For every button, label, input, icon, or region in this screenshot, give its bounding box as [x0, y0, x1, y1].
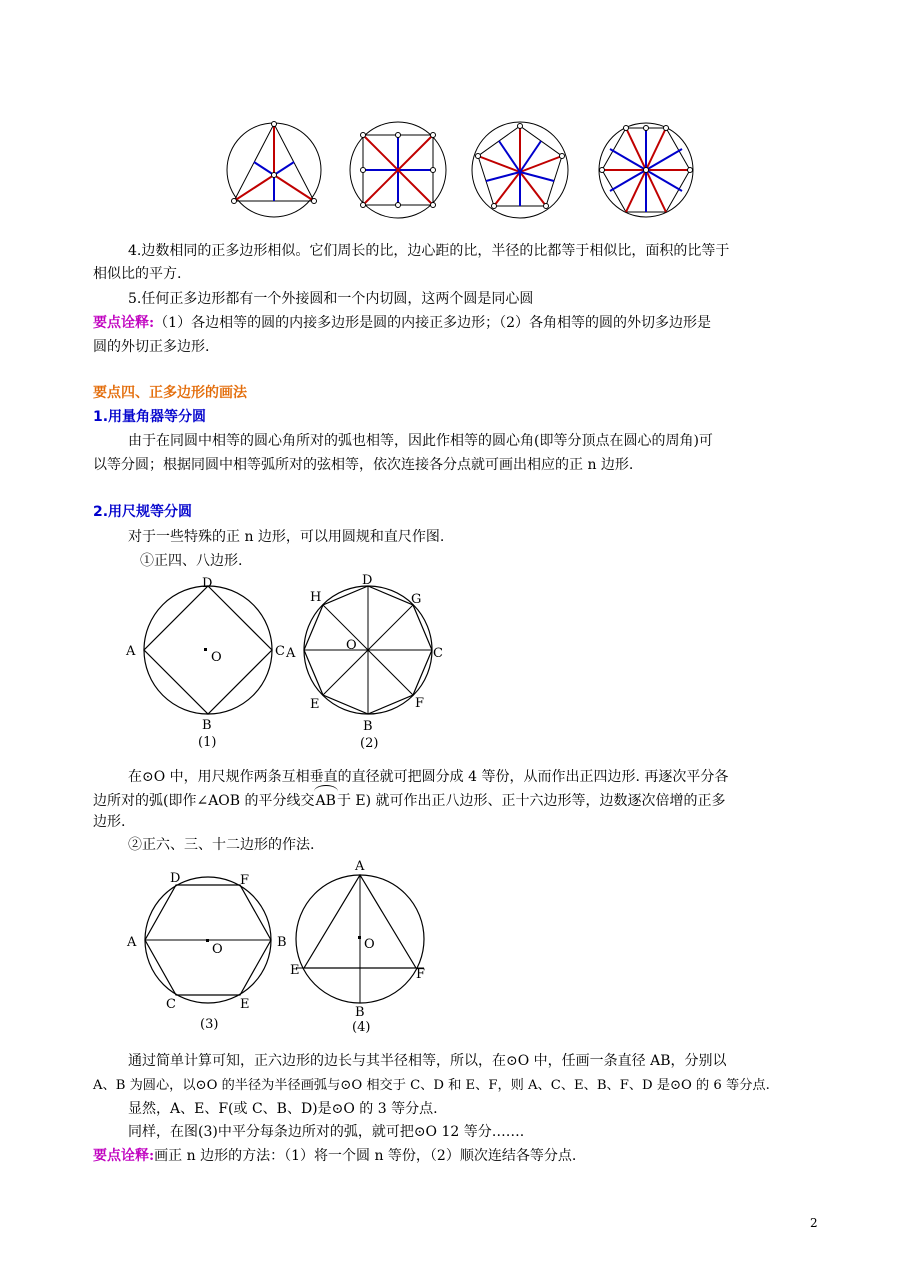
fig4-caption: (4) — [352, 1020, 371, 1035]
para-hex-line4: 同样，在图(3)中平分每条边所对的弧，就可把⊙O 12 等分……. — [128, 1124, 525, 1140]
fig1-label-a: A — [126, 644, 136, 659]
para-4-line2: 相似比的平方. — [93, 266, 182, 282]
item1: ①正四、八边形. — [140, 553, 243, 569]
fig4-label-f: F — [416, 967, 426, 982]
para-hex-line1: 通过简单计算可知，正六边形的边长与其半径相等，所以，在⊙O 中，任画一条直径 AB，分别以 — [128, 1053, 727, 1069]
sub2-line1: 对于一些特殊的正 n 边形，可以用圆规和直尺作图. — [128, 529, 445, 545]
sub1-line1: 由于在同圆中相等的圆心角所对的弧也相等，因此作相等的圆心角(即等分顶点在圆心的周角)可 — [128, 433, 713, 449]
fig1-label-o: O — [211, 650, 222, 665]
fig2-label-h: H — [310, 590, 322, 605]
triangle-figure — [227, 122, 321, 218]
note1-line2: 圆的外切正多边形. — [93, 339, 210, 355]
fig4-label-o: O — [364, 937, 375, 952]
fig4-label-e: E — [290, 963, 300, 978]
para-sq-line2: 边所对的弧(即作∠AOB 的平分线交 AB于 E) 就可作出正八边形、正十六边形等，边数逐次倍增的正多 — [93, 791, 726, 812]
para-hex-line3: 显然，A、E、F(或 C、B、D)是⊙O 的 3 等分点. — [128, 1101, 438, 1117]
para-sq-line1: 在⊙O 中，用尺规作两条互相垂直的直径就可把圆分成 4 等份，从而作出正四边形. 再逐次平分各 — [128, 769, 729, 785]
para-sq-line3: 边形. — [93, 814, 126, 830]
fig3-label-f: F — [240, 873, 250, 888]
figure-3 — [126, 871, 287, 1032]
fig2-label-a: A — [286, 646, 296, 661]
hexagon-figure — [599, 123, 693, 217]
figure-4 — [290, 859, 425, 1035]
note1-line1: 要点诠释:（1）各边相等的圆的内接多边形是圆的内接正多边形；（2）各角相等的圆的外切多边形是 — [93, 315, 711, 331]
fig3-label-o: O — [212, 942, 223, 957]
fig2-label-b: B — [363, 719, 373, 734]
fig2-caption: (2) — [360, 736, 379, 751]
page-number: 2 — [810, 1216, 818, 1230]
fig4-label-b: B — [355, 1005, 365, 1020]
sub2-title: 2.用尺规等分圆 — [93, 504, 193, 520]
sub1-line2: 以等分圆；根据同圆中相等弧所对的弦相等，依次连接各分点就可画出相应的正 n 边形. — [93, 457, 634, 473]
square-figure — [350, 122, 446, 218]
fig2-label-g: G — [411, 592, 422, 607]
figure-1 — [125, 576, 285, 750]
fig3-caption: (3) — [200, 1017, 219, 1032]
section4-title: 要点四、正多边形的画法 — [93, 385, 247, 401]
note2-label: 要点诠释: — [93, 1148, 155, 1164]
figure-2 — [285, 573, 443, 751]
note2: 要点诠释:画正 n 边形的方法：（1）将一个圆 n 等份，（2）顺次连结各等分点. — [93, 1148, 577, 1164]
fig3-label-b: B — [277, 935, 287, 950]
fig3-label-d: D — [170, 871, 181, 886]
item2: ②正六、三、十二边形的作法. — [128, 837, 315, 853]
sub1-title: 1.用量角器等分圆 — [93, 409, 207, 425]
fig1-label-c: C — [275, 644, 285, 659]
fig3-label-e: E — [240, 997, 250, 1012]
fig2-label-d: D — [362, 573, 373, 588]
para-hex-line2: A、B 为圆心，以⊙O 的半径为半径画弧与⊙O 相交于 C、D 和 E、F，则 A、C、E、B、F、D 是⊙O 的 6 等分点. — [93, 1078, 770, 1093]
pentagon-figure — [472, 122, 568, 218]
note1-label: 要点诠释: — [93, 315, 155, 331]
fig3-label-a: A — [127, 935, 137, 950]
top-polygon-figures — [220, 120, 700, 220]
fig2-label-c: C — [433, 646, 443, 661]
figures-3-4 — [120, 856, 440, 1036]
fig1-label-d: D — [202, 576, 213, 591]
fig4-label-a: A — [355, 859, 365, 874]
fig2-label-f: F — [415, 696, 425, 711]
figures-1-2 — [120, 570, 460, 755]
para-4-line1: 4.边数相同的正多边形相似。它们周长的比，边心距的比，半径的比都等于相似比，面积的比等于 — [128, 243, 730, 259]
fig1-label-b: B — [202, 718, 212, 733]
fig2-label-e: E — [310, 697, 320, 712]
fig1-caption: (1) — [198, 735, 217, 750]
arc-ab: AB — [315, 791, 337, 812]
fig3-label-c: C — [166, 997, 176, 1012]
para-5: 5.任何正多边形都有一个外接圆和一个内切圆，这两个圆是同心圆 — [128, 291, 534, 307]
fig2-label-o: O — [346, 638, 357, 653]
